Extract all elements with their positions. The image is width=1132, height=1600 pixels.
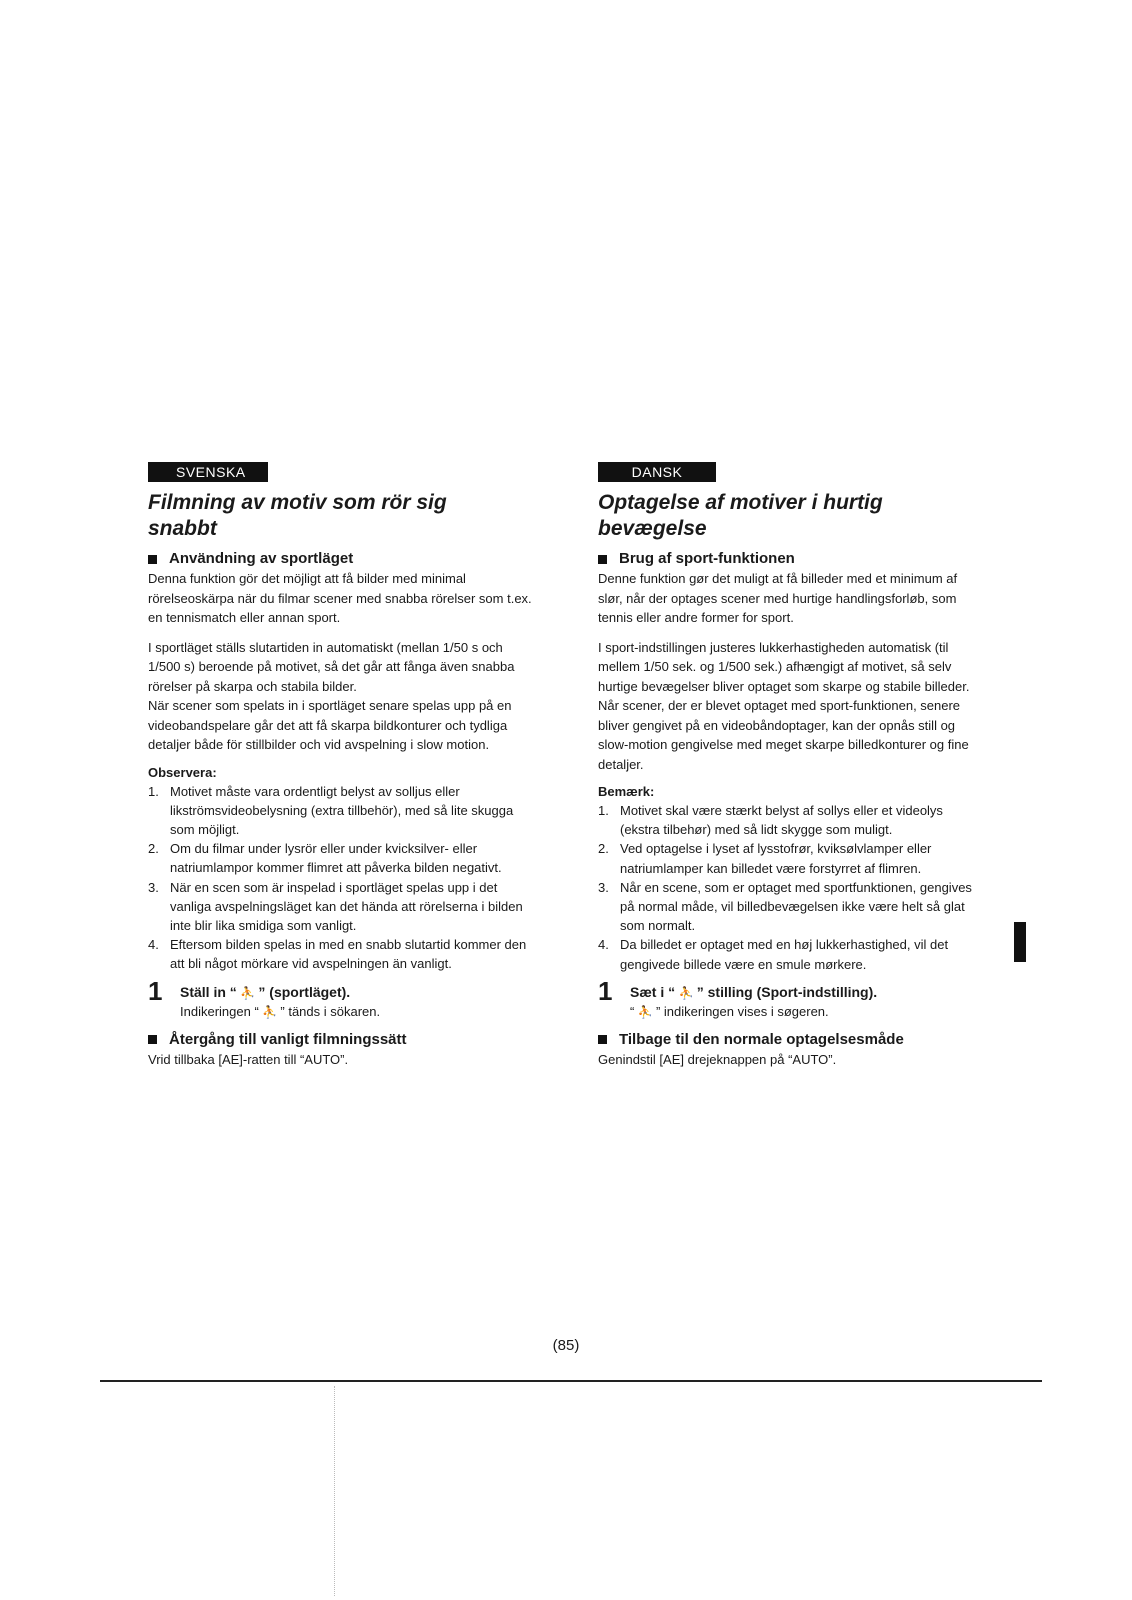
title-line-1: Optagelse af motiver i hurtig [598, 491, 883, 514]
section-heading-text: Användning av sportläget [169, 550, 354, 567]
note-text: Motivet måste vara ordentligt belyst av solljus eller likströmsvideobelysning (extra tillbehör), med så lite skugga som möjligt. [170, 783, 514, 837]
note-number: 4. [148, 937, 159, 953]
section-heading [148, 550, 534, 568]
page-title [148, 490, 534, 542]
note-item [598, 935, 976, 973]
note-text: När en scen som är inspelad i sportläget spelas upp i det vanliga avspelningsläget kan det hända att rörelserna i bilden inte blir lika smidiga som vanligt. [170, 879, 523, 933]
language-tab-svenska: SVENSKA [148, 462, 268, 482]
step-note [630, 1003, 877, 1021]
note-text: Motivet skal være stærkt belyst af sollys eller et videolys (ekstra tilbehør) med så lidt skygge som muligt. [620, 803, 943, 838]
step-title [630, 982, 877, 1003]
note-heading: Observera: [148, 764, 217, 780]
section-heading-text: Återgång till vanligt filmningssätt [169, 1030, 407, 1048]
page-number: (85) [552, 1337, 580, 1354]
note-number: 3. [148, 879, 159, 895]
note-text: Da billedet er optaget med en høj lukkerhastighed, vil det gengivede billede være en smule mørkere. [620, 937, 949, 972]
language-tab-dansk: DANSK [598, 462, 716, 482]
bullet-square-icon [598, 555, 607, 564]
page-title [598, 490, 976, 542]
step-title-post: ” (sportläget). [258, 983, 351, 1000]
note-item [598, 801, 976, 839]
section-heading [148, 1031, 534, 1049]
note-item [148, 782, 534, 840]
bullet-square-icon [598, 1035, 607, 1044]
section-heading [598, 550, 976, 568]
note-item [598, 839, 976, 877]
note-text: Når en scene, som er optaget med sportfunktionen, gengives på normal måde, vil billedbevægelsen ikke være helt så glat som normalt. [620, 879, 972, 934]
bullet-square-icon [148, 1035, 157, 1044]
bullet-square-icon [148, 555, 157, 564]
intro-paragraph: Denne funktion gør det muligt at få billeder med et minimum af slør, når der optages scener med hurtige handlingsforløb, som tennis eller andre former for sport. [598, 571, 958, 625]
note-list [148, 782, 534, 974]
title-line-2: snabbt [148, 517, 217, 540]
section-text: Genindstil [AE] drejeknappen på “AUTO”. [598, 1051, 837, 1067]
body-paragraph: När scener som spelats in i sportläget senare spelas upp på en videobandspelare går det att få skarpa bildkonturer och tydliga detaljer både för stillbilder och vid avspelning i slow motion. [148, 698, 512, 752]
step-note-pre: Indikeringen “ [180, 1003, 259, 1019]
note-text: Ved optagelse i lyset af lysstofrør, kviksølvlamper eller natriumlamper kan billedet være forstyrret af flimren. [620, 841, 932, 876]
danish-column [598, 462, 976, 1069]
step-title-pre: Sæt i “ [630, 983, 676, 1000]
step-title [180, 982, 380, 1003]
note-item [148, 878, 534, 936]
body-paragraph: Når scener, der er blevet optaget med sport-funktionen, senere bliver gengivet på en videobåndoptager, kan der opnås still og slow-motion gengivelse med meget skarpe billedkonturer og fine detaljer. [598, 698, 969, 772]
step-note-pre: “ [630, 1003, 635, 1019]
body-paragraph: I sport-indstillingen justeres lukkerhastigheden automatisk (til mellem 1/50 sek. og 1/500 sek.) afhængigt af motivet, så selv hurtige bevægelser bliver optaget som skarpe og stabile billeder. [598, 639, 970, 694]
section-edge-tab [1014, 922, 1026, 962]
note-number: 3. [598, 879, 609, 895]
note-number: 2. [148, 841, 159, 857]
step-number: 1 [148, 975, 163, 1006]
note-number: 1. [148, 783, 159, 799]
section-heading-text: Brug af sport-funktionen [619, 550, 795, 567]
section-text: Vrid tillbaka [AE]-ratten till “AUTO”. [148, 1051, 349, 1067]
note-item [148, 839, 534, 877]
title-line-2: bevægelse [598, 517, 707, 540]
step-note-post: ” indikeringen vises i søgeren. [655, 1003, 829, 1019]
note-text: Om du filmar under lysrör eller under kvicksilver- eller natriumlampor kommer flimret att påverka bilden negativt. [170, 841, 502, 876]
step-note [180, 1003, 380, 1021]
intro-paragraph: Denna funktion gör det möjligt att få bilder med minimal rörelseoskärpa när du filmar scener med snabba rörelser som t.ex. en tennismatch eller annan sport. [148, 571, 532, 625]
fold-line [334, 1386, 335, 1596]
step-number: 1 [598, 975, 613, 1006]
title-line-1: Filmning av motiv som rör sig [148, 491, 447, 514]
sport-runner-icon: ⛹ [675, 985, 697, 1000]
note-text: Eftersom bilden spelas in med en snabb slutartid kommer den att bli något mörkare vid avspelningen än vanligt. [170, 937, 527, 972]
sport-runner-icon: ⛹ [258, 1004, 281, 1019]
sport-runner-icon: ⛹ [236, 985, 259, 1000]
step-title-pre: Ställ in “ [180, 983, 237, 1000]
section-heading [598, 1031, 976, 1049]
step-1 [148, 975, 534, 1021]
step-note-post: ” tänds i sökaren. [280, 1003, 381, 1019]
note-heading: Bemærk: [598, 784, 655, 799]
note-list [598, 801, 976, 974]
section-heading-text: Tilbage til den normale optagelsesmåde [619, 1030, 904, 1048]
note-item [148, 935, 534, 973]
note-number: 4. [598, 937, 609, 953]
body-paragraph: I sportläget ställs slutartiden in automatiskt (mellan 1/50 s och 1/500 s) beroende på motivet, så det går att fånga även snabba rörelser på skarpa och stabila bilder. [148, 639, 515, 694]
note-number: 1. [598, 803, 609, 818]
swedish-column [148, 462, 534, 1069]
sport-runner-icon: ⛹ [634, 1004, 656, 1019]
footer-rule [100, 1380, 1042, 1382]
note-number: 2. [598, 841, 609, 857]
note-item [598, 878, 976, 936]
step-1 [598, 975, 976, 1021]
step-title-post: ” stilling (Sport-indstilling). [696, 983, 878, 1000]
